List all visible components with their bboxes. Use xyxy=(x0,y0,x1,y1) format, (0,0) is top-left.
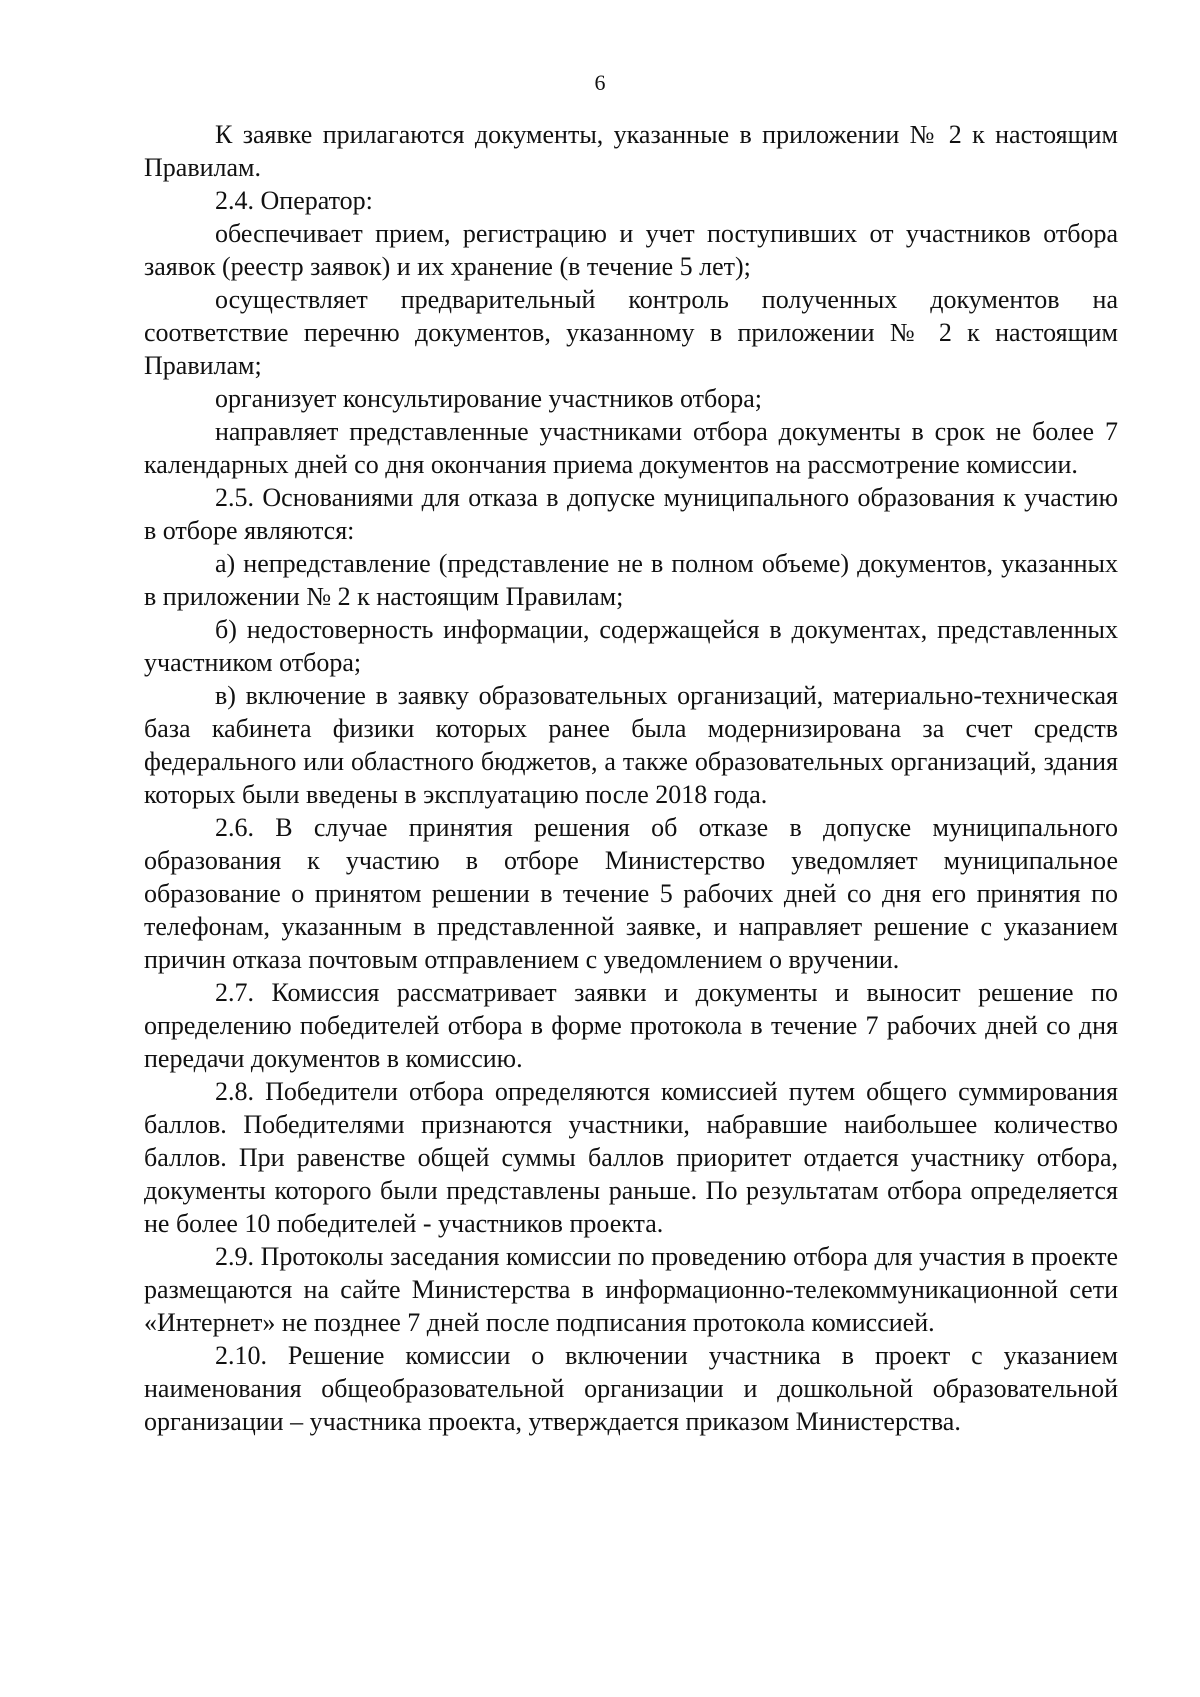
paragraph-2-10: 2.10. Решение комиссии о включении участника в проект с указанием наименования общеобразовательной организации и дошкольной образовательной организации – участника проекта, утверждается приказом Министерства. xyxy=(144,1341,1118,1436)
paragraph-2-5: 2.5. Основаниями для отказа в допуске муниципального образования к участию в отборе являются: xyxy=(144,483,1118,545)
paragraph-2-8: 2.8. Победители отбора определяются комиссией путем общего суммирования баллов. Победителями признаются участники, набравшие наибольшее количество баллов. При равенстве общей суммы баллов приоритет отдается участнику отбора, документы которого были представлены раньше. По результатам отбора определяется не более 10 победителей - участников проекта. xyxy=(144,1077,1118,1238)
paragraph-attachments: К заявке прилагаются документы, указанные в приложении № 2 к настоящим Правилам. xyxy=(144,120,1118,182)
paragraph-2-9: 2.9. Протоколы заседания комиссии по проведению отбора для участия в проекте размещаются на сайте Министерства в информационно-телекоммуникационной сети «Интернет» не позднее 7 дней после подписания протокола комиссией. xyxy=(144,1242,1118,1337)
paragraph-2-5-b: б) недостоверность информации, содержащейся в документах, представленных участником отбора; xyxy=(144,615,1118,677)
document-body xyxy=(144,118,1118,1438)
paragraph-operator-control: осуществляет предварительный контроль полученных документов на соответствие перечню документов, указанному в приложении № 2 к настоящим Правилам; xyxy=(144,285,1118,380)
paragraph-operator-registration: обеспечивает прием, регистрацию и учет поступивших от участников отбора заявок (реестр заявок) и их хранение (в течение 5 лет); xyxy=(144,219,1118,281)
paragraph-2-4-heading: 2.4. Оператор: xyxy=(215,186,373,215)
paragraph-2-7: 2.7. Комиссия рассматривает заявки и документы и выносит решение по определению победителей отбора в форме протокола в течение 7 рабочих дней со дня передачи документов в комиссию. xyxy=(144,978,1118,1073)
page-number: 6 xyxy=(594,70,606,95)
paragraph-operator-forwarding: направляет представленные участниками отбора документы в срок не более 7 календарных дней со дня окончания приема документов на рассмотрение комиссии. xyxy=(144,417,1118,479)
paragraph-2-6: 2.6. В случае принятия решения об отказе в допуске муниципального образования к участию в отборе Министерство уведомляет муниципальное образование о принятом решении в течение 5 рабочих дней со дня его принятия по телефонам, указанным в представленной заявке, и направляет решение с указанием причин отказа почтовым отправлением с уведомлением о вручении. xyxy=(144,813,1118,974)
paragraph-2-5-v: в) включение в заявку образовательных организаций, материально-техническая база кабинета физики которых ранее была модернизирована за счет средств федерального или областного бюджетов, а также образовательных организаций, здания которых были введены в эксплуатацию после 2018 года. xyxy=(144,681,1118,809)
paragraph-operator-consulting: организует консультирование участников отбора; xyxy=(215,384,763,413)
paragraph-2-5-a: а) непредставление (представление не в полном объеме) документов, указанных в приложении № 2 к настоящим Правилам; xyxy=(144,549,1118,611)
